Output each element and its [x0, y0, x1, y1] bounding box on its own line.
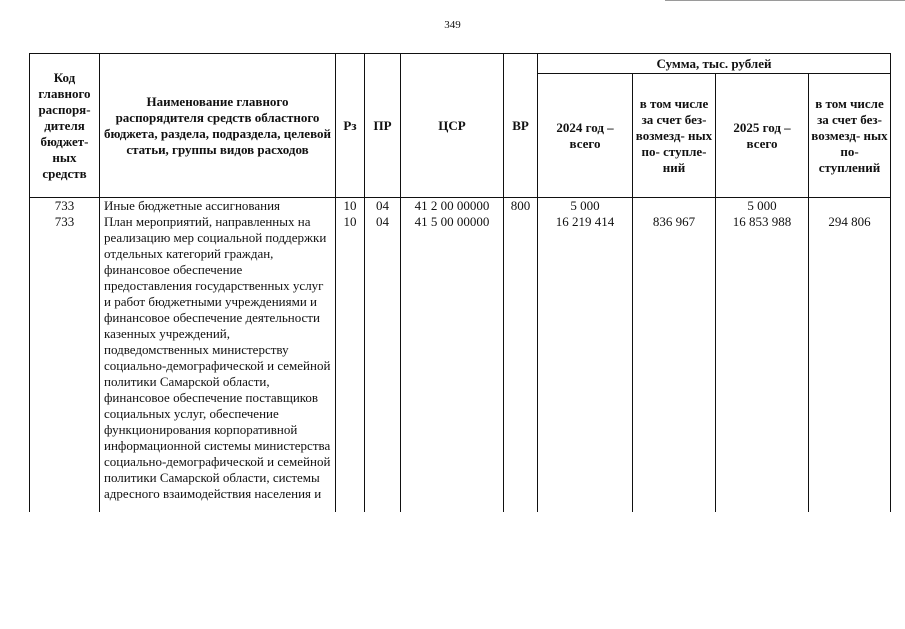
header-csr: ЦСР: [401, 54, 504, 198]
row-code: 733: [30, 198, 100, 215]
page-number: 349: [444, 19, 461, 31]
row-vr: 800: [504, 198, 538, 215]
table-spacer-row: [30, 502, 891, 512]
row-pr: 04: [365, 198, 401, 215]
table-row: [30, 198, 891, 215]
header-vr: ВР: [504, 54, 538, 198]
row-rz: 10: [336, 198, 365, 215]
row-csr: 41 2 00 00000: [401, 198, 504, 215]
row-name: План мероприятий, направленных на реализацию мер социальной поддержки отдельных категорий граждан, финансовое обеспечение предоставления государственных услуг и работ бюджетными учреждениями и финансовое обеспечение деятельности казенных учреждений, подведомственных министерству социально-демографической и семейной политики Самарской области, финансовое обеспечение поставщиков социальных услуг, обеспечение функционирования корпоративной информационной системы министерства социально-демографической и семейной политики Самарской области, системы адресного взаимодействия населения и: [100, 214, 336, 502]
budget-table: [29, 53, 891, 512]
row-2024-total: 16 219 414: [538, 214, 633, 502]
table-row: [30, 214, 891, 502]
row-2024-total: 5 000: [538, 198, 633, 215]
row-rz: 10: [336, 214, 365, 502]
header-2024-free: в том числе за счет без- возмезд- ных по- ступле- ний: [633, 74, 716, 198]
row-2024-free: 836 967: [633, 214, 716, 502]
header-2025-total: 2025 год – всего: [716, 74, 809, 198]
top-edge-rule: [665, 0, 905, 1]
header-pr: ПР: [365, 54, 401, 198]
header-2024-total: 2024 год – всего: [538, 74, 633, 198]
header-code: Код главного распоря- дителя бюджет- ных средств: [30, 54, 100, 198]
row-2025-free: 294 806: [809, 214, 891, 502]
header-name: Наименование главного распорядителя средств областного бюджета, раздела, подраздела, целевой статьи, группы видов расходов: [100, 54, 336, 198]
row-vr: [504, 214, 538, 502]
row-pr: 04: [365, 214, 401, 502]
row-2025-free: [809, 198, 891, 215]
row-2025-total: 5 000: [716, 198, 809, 215]
row-2025-total: 16 853 988: [716, 214, 809, 502]
row-csr: 41 5 00 00000: [401, 214, 504, 502]
header-rz: Рз: [336, 54, 365, 198]
header-sum-group: Сумма, тыс. рублей: [538, 54, 891, 74]
row-2024-free: [633, 198, 716, 215]
header-2025-free: в том числе за счет без- возмезд- ных по- ступлений: [809, 74, 891, 198]
row-code: 733: [30, 214, 100, 502]
row-name: Иные бюджетные ассигнования: [100, 198, 336, 215]
